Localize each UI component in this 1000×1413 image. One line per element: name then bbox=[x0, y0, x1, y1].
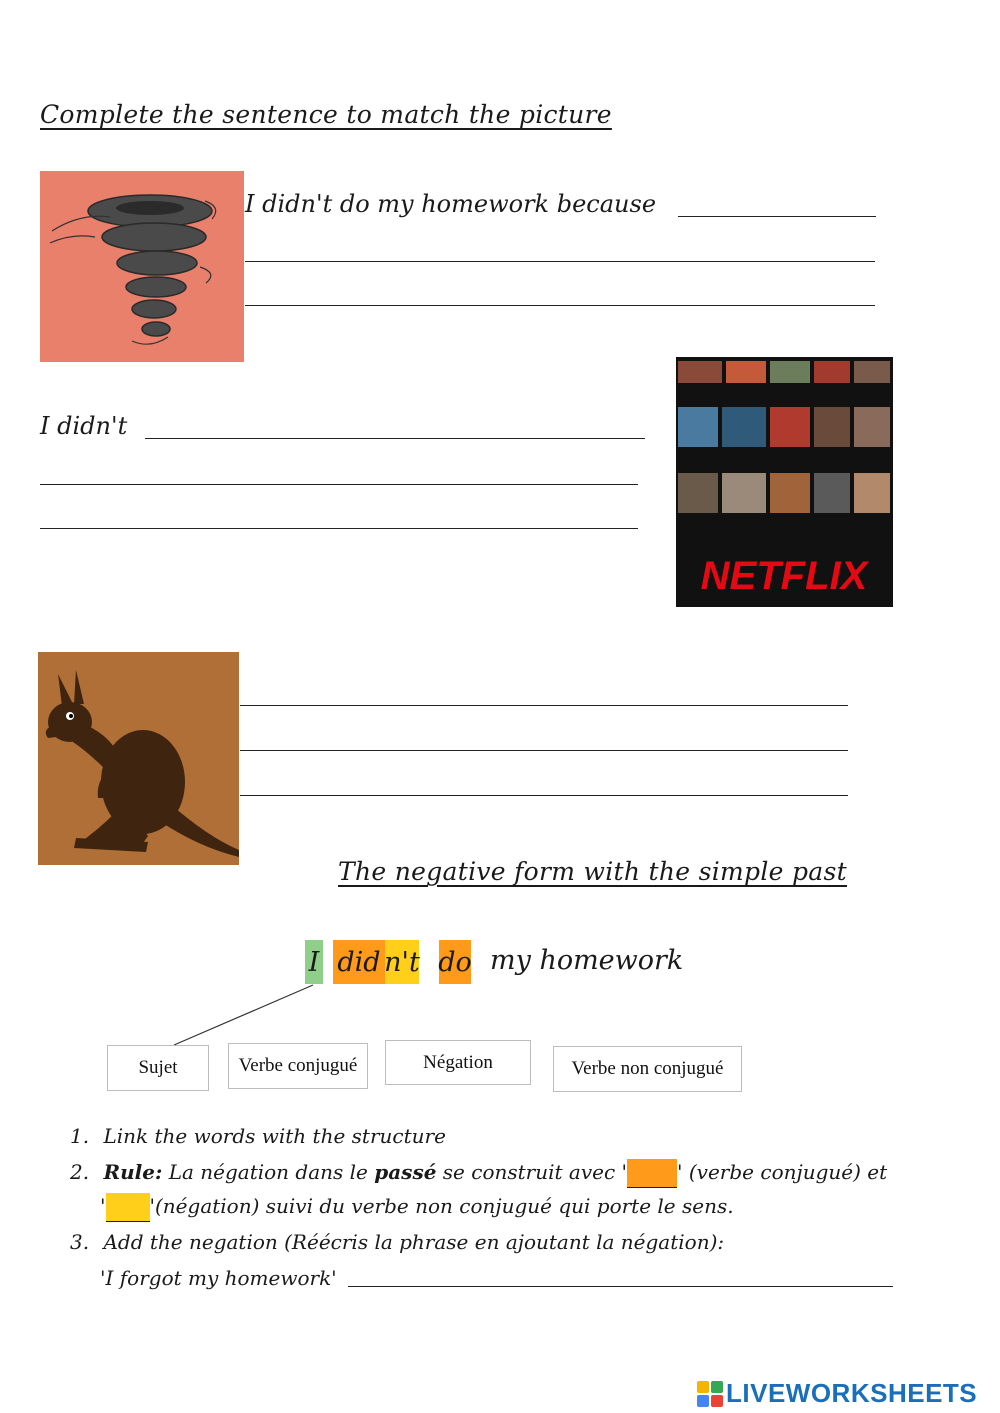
list-item-text: ' (verbe conjugué) et bbox=[677, 1160, 888, 1184]
list-item-3 bbox=[70, 1230, 724, 1254]
list-item-2 bbox=[70, 1159, 887, 1188]
item3-sentence: 'I forgot my homework' bbox=[100, 1266, 337, 1290]
box-negation[interactable]: Négation bbox=[385, 1040, 531, 1085]
blank-negation-input[interactable] bbox=[106, 1193, 150, 1222]
question1-text: I didn't do my homework because bbox=[245, 190, 657, 218]
list-item-text: La négation dans le bbox=[168, 1160, 368, 1184]
list-item-text: '(négation) suivi du verbe non conjugué qui porte le sens. bbox=[149, 1194, 734, 1218]
netflix-logo: NETFLIX bbox=[700, 554, 868, 598]
section-title: Complete the sentence to match the picture bbox=[40, 100, 612, 129]
list-number: 3. bbox=[70, 1230, 90, 1254]
blank-aux-input[interactable] bbox=[627, 1159, 677, 1188]
liveworksheets-logo-icon bbox=[697, 1381, 723, 1407]
liveworksheets-logo bbox=[697, 1378, 977, 1409]
list-item-text: Link the words with the structure bbox=[103, 1124, 446, 1148]
example-subject[interactable]: I bbox=[305, 940, 323, 984]
box-verbe-non-conjugue[interactable]: Verbe non conjugué bbox=[553, 1046, 742, 1092]
example-verb[interactable]: do bbox=[439, 940, 471, 984]
logo-text: LIVEWORKSHEETS bbox=[726, 1378, 978, 1408]
example-rest: my homework bbox=[490, 945, 684, 976]
rule-label: Rule: bbox=[103, 1160, 163, 1184]
list-item-text: Add the negation (Réécris la phrase en ajoutant la négation): bbox=[103, 1230, 725, 1254]
box-sujet[interactable]: Sujet bbox=[107, 1045, 209, 1091]
question2-text: I didn't bbox=[40, 412, 128, 440]
rule-bold-word: passé bbox=[374, 1160, 437, 1184]
list-number: 2. bbox=[70, 1160, 90, 1184]
answer-line[interactable] bbox=[348, 1286, 893, 1287]
example-aux[interactable]: did bbox=[333, 940, 385, 984]
list-item-2-cont: ' '(négation) suivi du verbe non conjugué qui porte le sens. bbox=[100, 1193, 734, 1222]
list-item-1 bbox=[70, 1124, 446, 1148]
example-negation[interactable]: n't bbox=[385, 940, 419, 984]
box-verbe-conjugue[interactable]: Verbe conjugué bbox=[228, 1043, 368, 1089]
section-title: The negative form with the simple past bbox=[338, 857, 847, 886]
list-item-text: se construit avec ' bbox=[442, 1160, 628, 1184]
list-number: 1. bbox=[70, 1124, 90, 1148]
